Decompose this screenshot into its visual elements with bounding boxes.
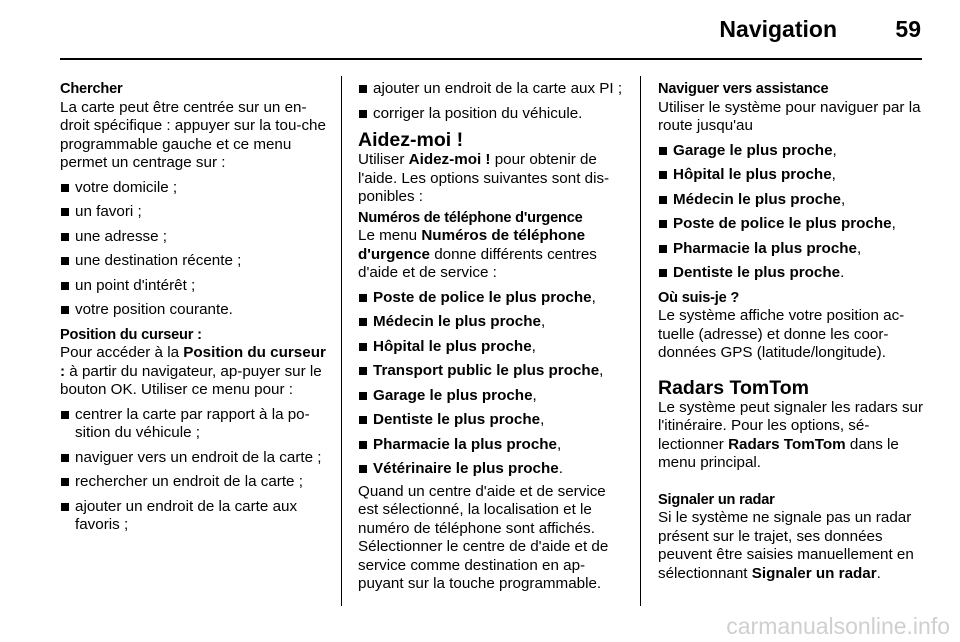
- list-item: ajouter un endroit de la carte aux favoris ;: [60, 498, 328, 535]
- list-item: Poste de police le plus proche,: [358, 289, 626, 308]
- aide-heading: Aidez-moi !: [358, 129, 464, 151]
- list-item: Dentiste le plus proche,: [358, 411, 626, 430]
- item-text: Pharmacie la plus proche: [673, 239, 858, 257]
- urgence-text: [358, 227, 626, 283]
- page-number: 59: [895, 16, 921, 42]
- list-item: Transport public le plus proche,: [358, 362, 626, 381]
- list-item: Dentiste le plus proche.: [658, 264, 926, 283]
- text-run: Le menu: [358, 227, 422, 244]
- radars-text: [658, 399, 926, 473]
- item-text: Vétérinaire le plus proche: [373, 460, 559, 477]
- item-text: Dentiste le plus proche: [673, 264, 841, 281]
- item-text: Transport public le plus proche: [373, 362, 600, 379]
- list-item: Médecin le plus proche,: [658, 191, 926, 210]
- signaler-text: [658, 509, 926, 583]
- urgence-list: [358, 289, 626, 479]
- item-text: Garage le plus proche: [373, 386, 533, 404]
- column-divider-1: [341, 76, 342, 606]
- column-1: [60, 80, 328, 541]
- item-text: Médecin le plus proche: [373, 313, 541, 330]
- item-text: Hôpital le plus proche: [673, 166, 832, 183]
- list-item: un point d'intérêt ;: [60, 277, 328, 296]
- item-text: Médecin le plus proche: [673, 190, 841, 208]
- chercher-list: [60, 179, 328, 320]
- text-run-bold: Aidez-moi !: [408, 151, 491, 168]
- list-item: Vétérinaire le plus proche.: [358, 460, 626, 479]
- list-item: une adresse ;: [60, 228, 328, 247]
- list-item: corriger la position du véhicule.: [358, 105, 626, 124]
- item-text: Hôpital le plus proche: [373, 337, 532, 355]
- assist-list: [658, 142, 926, 283]
- list-item: Pharmacie la plus proche,: [358, 436, 626, 455]
- text-run-bold: Radars TomTom: [728, 435, 846, 453]
- radars-heading: Radars TomTom: [658, 376, 809, 399]
- text-run: dans le menu principal.: [658, 435, 899, 471]
- section-title: Navigation: [719, 16, 837, 42]
- signaler-title: Signaler un radar: [658, 491, 775, 508]
- text-run-bold: Position du curseur :: [60, 344, 326, 380]
- item-text: Garage le plus proche: [673, 141, 833, 159]
- list-item: Garage le plus proche,: [658, 142, 926, 161]
- list-item: Pharmacie la plus proche,: [658, 240, 926, 259]
- list-item: un favori ;: [60, 203, 328, 222]
- ou-title: Où suis-je ?: [658, 289, 740, 306]
- column-3: [658, 80, 926, 583]
- list-item: rechercher un endroit de la carte ;: [60, 473, 328, 492]
- text-run: Si le système ne signale pas un radar présent sur le trajet, ses données peuvent être saisies manuellement en sélectionnant: [658, 509, 914, 582]
- list-item: Médecin le plus proche,: [358, 313, 626, 332]
- item-text: Poste de police le plus proche: [373, 288, 592, 306]
- page-header: [0, 0, 960, 60]
- list-item: Hôpital le plus proche,: [358, 338, 626, 357]
- chercher-title: Chercher: [60, 81, 123, 97]
- text-run-bold: Signaler un radar: [751, 564, 877, 582]
- text-run: Utiliser: [358, 151, 409, 168]
- text-run-bold: Numéros de téléphone d'urgence: [358, 227, 586, 263]
- column-2: [358, 80, 626, 594]
- header-rule: [60, 58, 922, 60]
- aide-text: [358, 151, 626, 207]
- text-run: pour obtenir de l'aide. Les options suivantes sont dis-ponibles :: [358, 151, 610, 205]
- item-text: Dentiste le plus proche: [373, 411, 541, 428]
- list-item: Hôpital le plus proche,: [658, 166, 926, 185]
- text-run: à partir du navigateur, ap-puyer sur le bouton OK. Utiliser ce menu pour :: [60, 362, 322, 398]
- ou-text: Le système affiche votre position ac-tuelle (adresse) et donne les coor-données GPS (latitude/longitude).: [658, 307, 905, 361]
- watermark: carmanualsonline.info: [726, 613, 950, 639]
- list-item: centrer la carte par rapport à la po-sition du véhicule ;: [60, 406, 328, 443]
- curseur-list: [60, 406, 328, 535]
- assist-title: Naviguer vers assistance: [658, 81, 829, 97]
- column-divider-2: [640, 76, 641, 606]
- list-item: naviguer vers un endroit de la carte ;: [60, 449, 328, 468]
- text-run: .: [876, 564, 881, 582]
- item-text: Poste de police le plus proche: [673, 215, 892, 232]
- list-item: une destination récente ;: [60, 252, 328, 271]
- list-item: votre domicile ;: [60, 179, 328, 198]
- list-item: ajouter un endroit de la carte aux PI ;: [358, 80, 626, 99]
- item-text: Pharmacie la plus proche: [373, 435, 558, 453]
- curseur-title: Position du curseur :: [60, 326, 202, 343]
- after-text: Quand un centre d'aide et de service est sélectionné, la localisation et le numéro de téléphone sont affichés. Sélectionner le centre de d'aide et de service comme destination en ap-puyant sur la touche programmable.: [358, 482, 609, 592]
- list-item: votre position courante.: [60, 301, 328, 320]
- cont-list: [358, 80, 626, 123]
- text-run: Le système peut signaler les radars sur l'itinéraire. Pour les options, sé-lectionner: [658, 398, 924, 453]
- assist-text: Utiliser le système pour naviguer par la route jusqu'au: [658, 98, 921, 134]
- list-item: Poste de police le plus proche,: [658, 215, 926, 234]
- curseur-text: [60, 344, 328, 400]
- list-item: Garage le plus proche,: [358, 387, 626, 406]
- text-run: donne différents centres d'aide et de service :: [358, 245, 597, 281]
- text-run: Pour accéder à la: [60, 344, 184, 361]
- chercher-text: La carte peut être centrée sur un en-droit spécifique : appuyer sur la tou-che programmable gauche et ce menu permet un centrage sur :: [60, 98, 326, 171]
- urgence-title: Numéros de téléphone d'urgence: [358, 209, 583, 226]
